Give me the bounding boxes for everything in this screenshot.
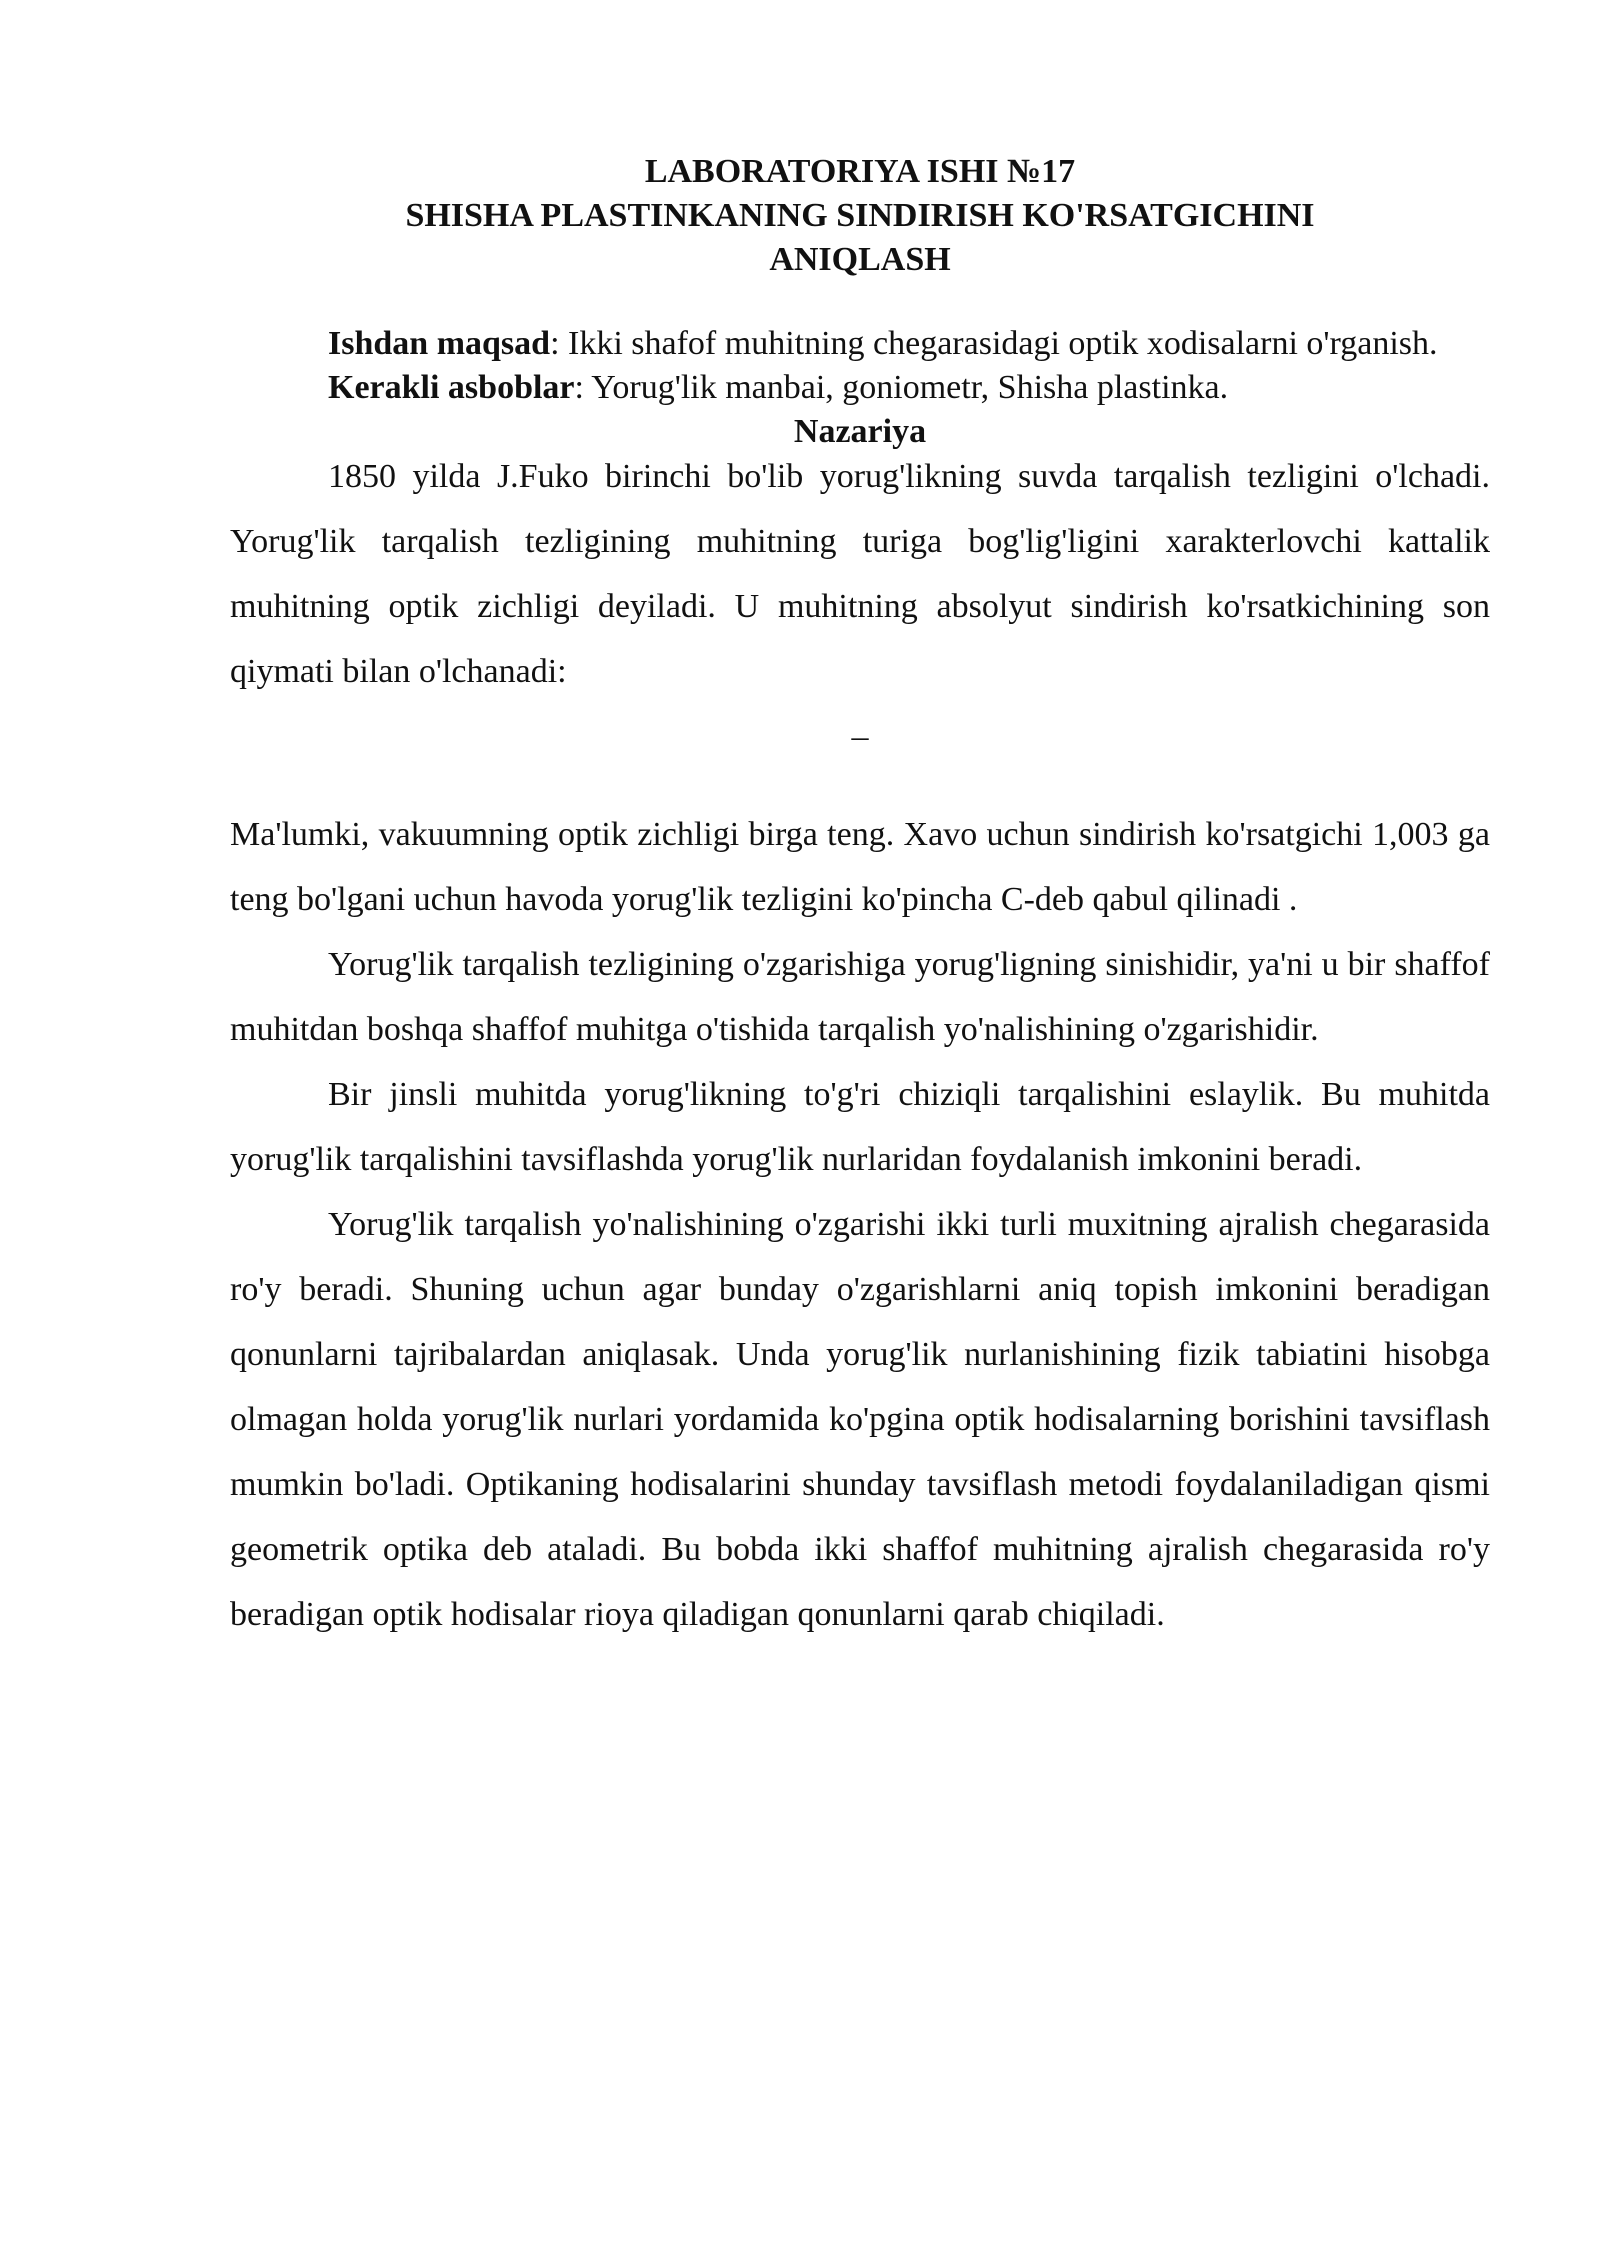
equipment-label: Kerakli asboblar [328, 369, 575, 406]
aim-label: Ishdan maqsad [328, 325, 551, 362]
theory-paragraph-3: Yorug'lik tarqalish tezligining o'zgarishiga yorug'ligning sinishidir, ya'ni u bir shaffof muhitdan boshqa shaffof muhitga o'tishida tarqalish yo'nalishining o'zgarishidir. [230, 946, 1490, 1048]
equipment-text: : Yorug'lik manbai, goniometr, Shisha plastinka. [574, 369, 1229, 406]
theory-paragraph-5: Yorug'lik tarqalish yo'nalishining o'zgarishi ikki turli muxitning ajralish chegarasida ro'y beradi. Shuning uchun agar bunday o'zgarishlarni aniq topish imkonini beradigan qonunlarni tajribalardan aniqlasak. Unda yorug'lik nurlanishining fizik tabiatini hisobga olmagan holda yorug'lik nurlari yordamida ko'pgina optik hodisalarning borishini tavsiflash mumkin bo'ladi. Optikaning hodisalarini shunday tavsiflash metodi foydalaniladigan qismi geometrik optika deb ataladi. Bu bobda ikki shaffof muhitning ajralish chegarasida ro'y beradigan optik hodisalar rioya qiladigan qonunlarni qarab chiqiladi. [230, 1206, 1490, 1633]
lab-title-line3: ANIQLASH [769, 241, 951, 278]
document-page [230, 150, 1490, 1647]
aim-paragraph [230, 322, 1490, 366]
lab-title-line1: LABORATORIYA ISHI №17 [644, 153, 1076, 190]
theory-paragraph-2: Ma'lumki, vakuumning optik zichligi birga teng. Xavo uchun sindirish ko'rsatgichi 1,003 ga teng bo'lgani uchun havoda yorug'lik tezligini ko'pincha C-deb qabul qilinadi . [230, 816, 1490, 918]
equipment-paragraph [230, 366, 1490, 410]
theory-heading: Nazariya [793, 413, 927, 450]
aim-text: : Ikki shafof muhitning chegarasidagi optik xodisalarni o'rganish. [550, 325, 1438, 362]
theory-paragraph-1: 1850 yilda J.Fuko birinchi bo'lib yorug'likning suvda tarqalish tezligini o'lchadi. Yorug'lik tarqalish tezligining muhitning turiga bog'lig'ligini xarakterlovchi kattalik muhitning optik zichligi deyiladi. U muhitning absolyut sindirish ko'rsatkichining son qiymati bilan o'lchanadi: [230, 458, 1490, 690]
theory-paragraph-4: Bir jinsli muhitda yorug'likning to'g'ri chiziqli tarqalishini eslaylik. Bu muhitda yorug'lik tarqalishini tavsiflashda yorug'lik nurlaridan foydalanish imkonini beradi. [230, 1076, 1490, 1178]
formula-placeholder: – [851, 718, 869, 755]
lab-title-line2: SHISHA PLASTINKANING SINDIRISH KO'RSATGICHINI [405, 197, 1315, 234]
